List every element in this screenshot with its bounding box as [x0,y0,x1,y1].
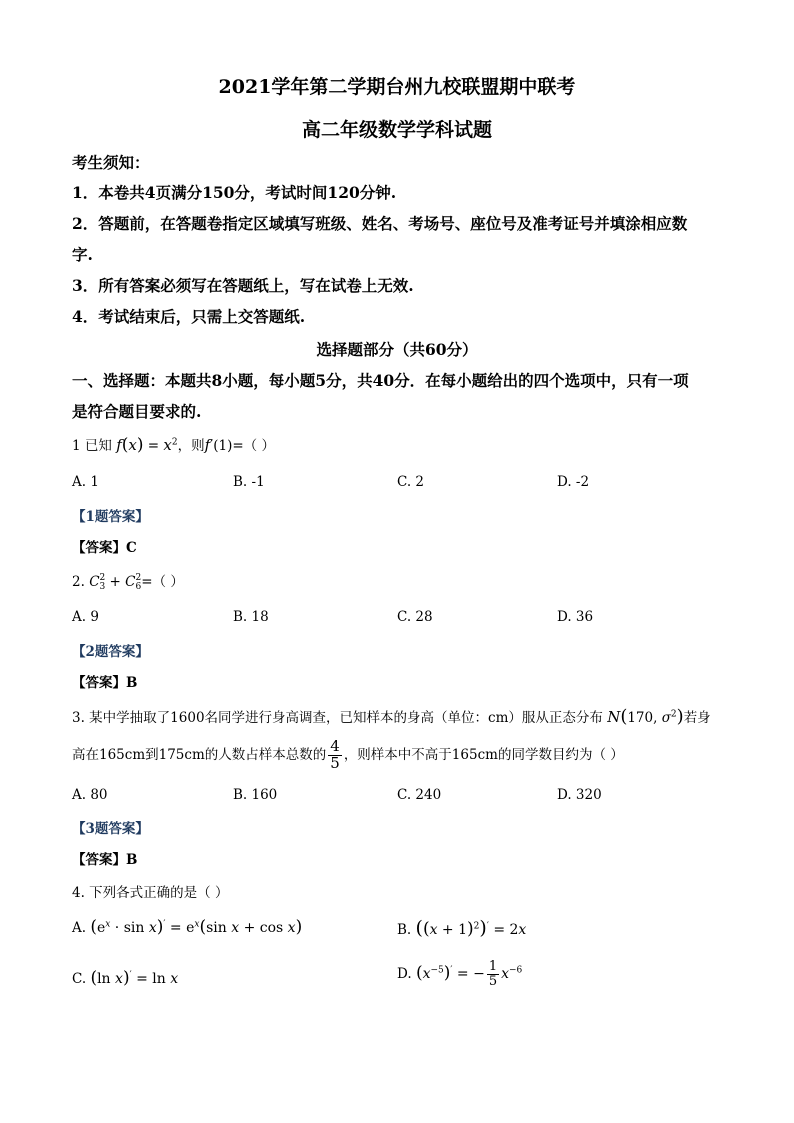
question-1-option-d: D. -2 [557,474,590,490]
question-4-option-c-label: C. [72,971,87,987]
question-4-option-d-formula: $(x^{-5})'$ = − $\frac{1}{5}$ $x^{-6}$ [415,959,523,989]
question-2-option-b: B. 18 [233,609,269,625]
notice-heading: 考生须知： [72,153,150,172]
question-1-answer: 【答案】C [72,540,137,556]
section-intro-line1: 一、选择题：本题共8小题，每小题5分，共40分．在每小题给出的四个选项中，只有一项 [72,371,689,390]
question-1-option-a: A. 1 [72,474,99,490]
question-3-line1: 3. 某中学抽取了1600名同学进行身高调查，已知样本的身高（单位：cm）服从正态分布 [72,710,603,726]
exam-title: 2021学年第二学期台州九校联盟期中联考 [218,76,576,98]
question-3-line2b: ，则样本中不高于165cm的同学数目约为（ ） [343,746,624,763]
question-4-option-d-label: D. [397,966,412,983]
notice-item-1: 1．本卷共4页满分150分，考试时间120分钟. [72,183,397,202]
question-2-answer: 【答案】B [72,675,138,691]
question-4-option-a [72,917,302,937]
question-4-option-c [72,968,178,988]
question-3-option-c: C. 240 [397,787,442,803]
question-4-stem: 4. 下列各式正确的是（ ） [72,885,229,901]
question-3-answer: 【答案】B [72,852,138,868]
question-3-line2a: 高在165cm到175cm的人数占样本总数的 [72,746,327,763]
section-intro-line2: 是符合题目要求的. [72,402,202,421]
question-1-derivative-formula: f [204,436,211,454]
question-3-fraction: $\frac{4}{5}$ [330,737,340,772]
notice-item-2-cont: 字. [72,245,93,264]
question-3-line1-end: 若身 [683,710,711,726]
question-2-option-a: A. 9 [72,609,99,625]
question-2-prefix: 2. [72,574,85,590]
question-3-stem-line2 [72,739,624,772]
notice-item-4: 4．考试结束后，只需上交答题纸. [72,307,306,326]
question-1-function-formula: f [116,436,122,454]
question-3-answer-tag: 【3题答案】 [72,821,149,837]
question-3-option-b: B. 160 [233,787,278,803]
question-2-answer-tag: 【2题答案】 [72,644,149,660]
question-1-mid: ，则 [177,438,205,454]
section-title: 选择题部分（共60分） [316,340,478,359]
notice-item-2: 2．答题前，在答题卷指定区域填写班级、姓名、考场号、座位号及准考证号并填涂相应数 [72,214,688,233]
exam-subtitle: 高二年级数学学科试题 [301,119,492,141]
question-1-answer-tag: 【1题答案】 [72,509,149,525]
question-1-option-c: C. 2 [397,474,425,490]
question-1-prefix: 1 已知 [72,438,112,454]
question-3-normal-formula: N(170, $\sigma^2$) [607,706,684,727]
question-1-suffix: =（ ） [232,438,275,454]
question-3-stem-line1 [72,706,711,727]
question-4-option-d [397,960,522,988]
question-4-option-a-formula: $(e^x \cdot \sin x)' = e^x(\sin$ x + cos x) [90,917,303,937]
question-4-option-b-formula: $((x + 1)^2)' = 2x$ [415,917,527,939]
question-3-option-a: A. 80 [72,787,108,803]
question-2-stem [72,570,184,591]
question-2-option-d: D. 36 [557,609,594,625]
question-3-option-d: D. 320 [557,787,602,803]
question-1-option-b: B. -1 [233,474,265,490]
question-4-option-b-label: B. [397,922,412,938]
question-4-option-b [397,917,526,939]
question-4-option-c-formula: (ln x)′ = ln x [90,968,179,988]
question-4-option-a-label: A. [72,920,87,936]
question-2-suffix: =（ ） [141,574,184,590]
question-2-option-c: C. 28 [397,609,433,625]
question-1-stem: 1 已知 $f(x) = x^2$，则f′(1)=（ ） [72,435,275,455]
notice-item-3: 3．所有答案必须写在答题纸上，写在试卷上无效. [72,276,414,295]
question-2-formula: C 2 3 + C 2 6 [89,573,142,592]
